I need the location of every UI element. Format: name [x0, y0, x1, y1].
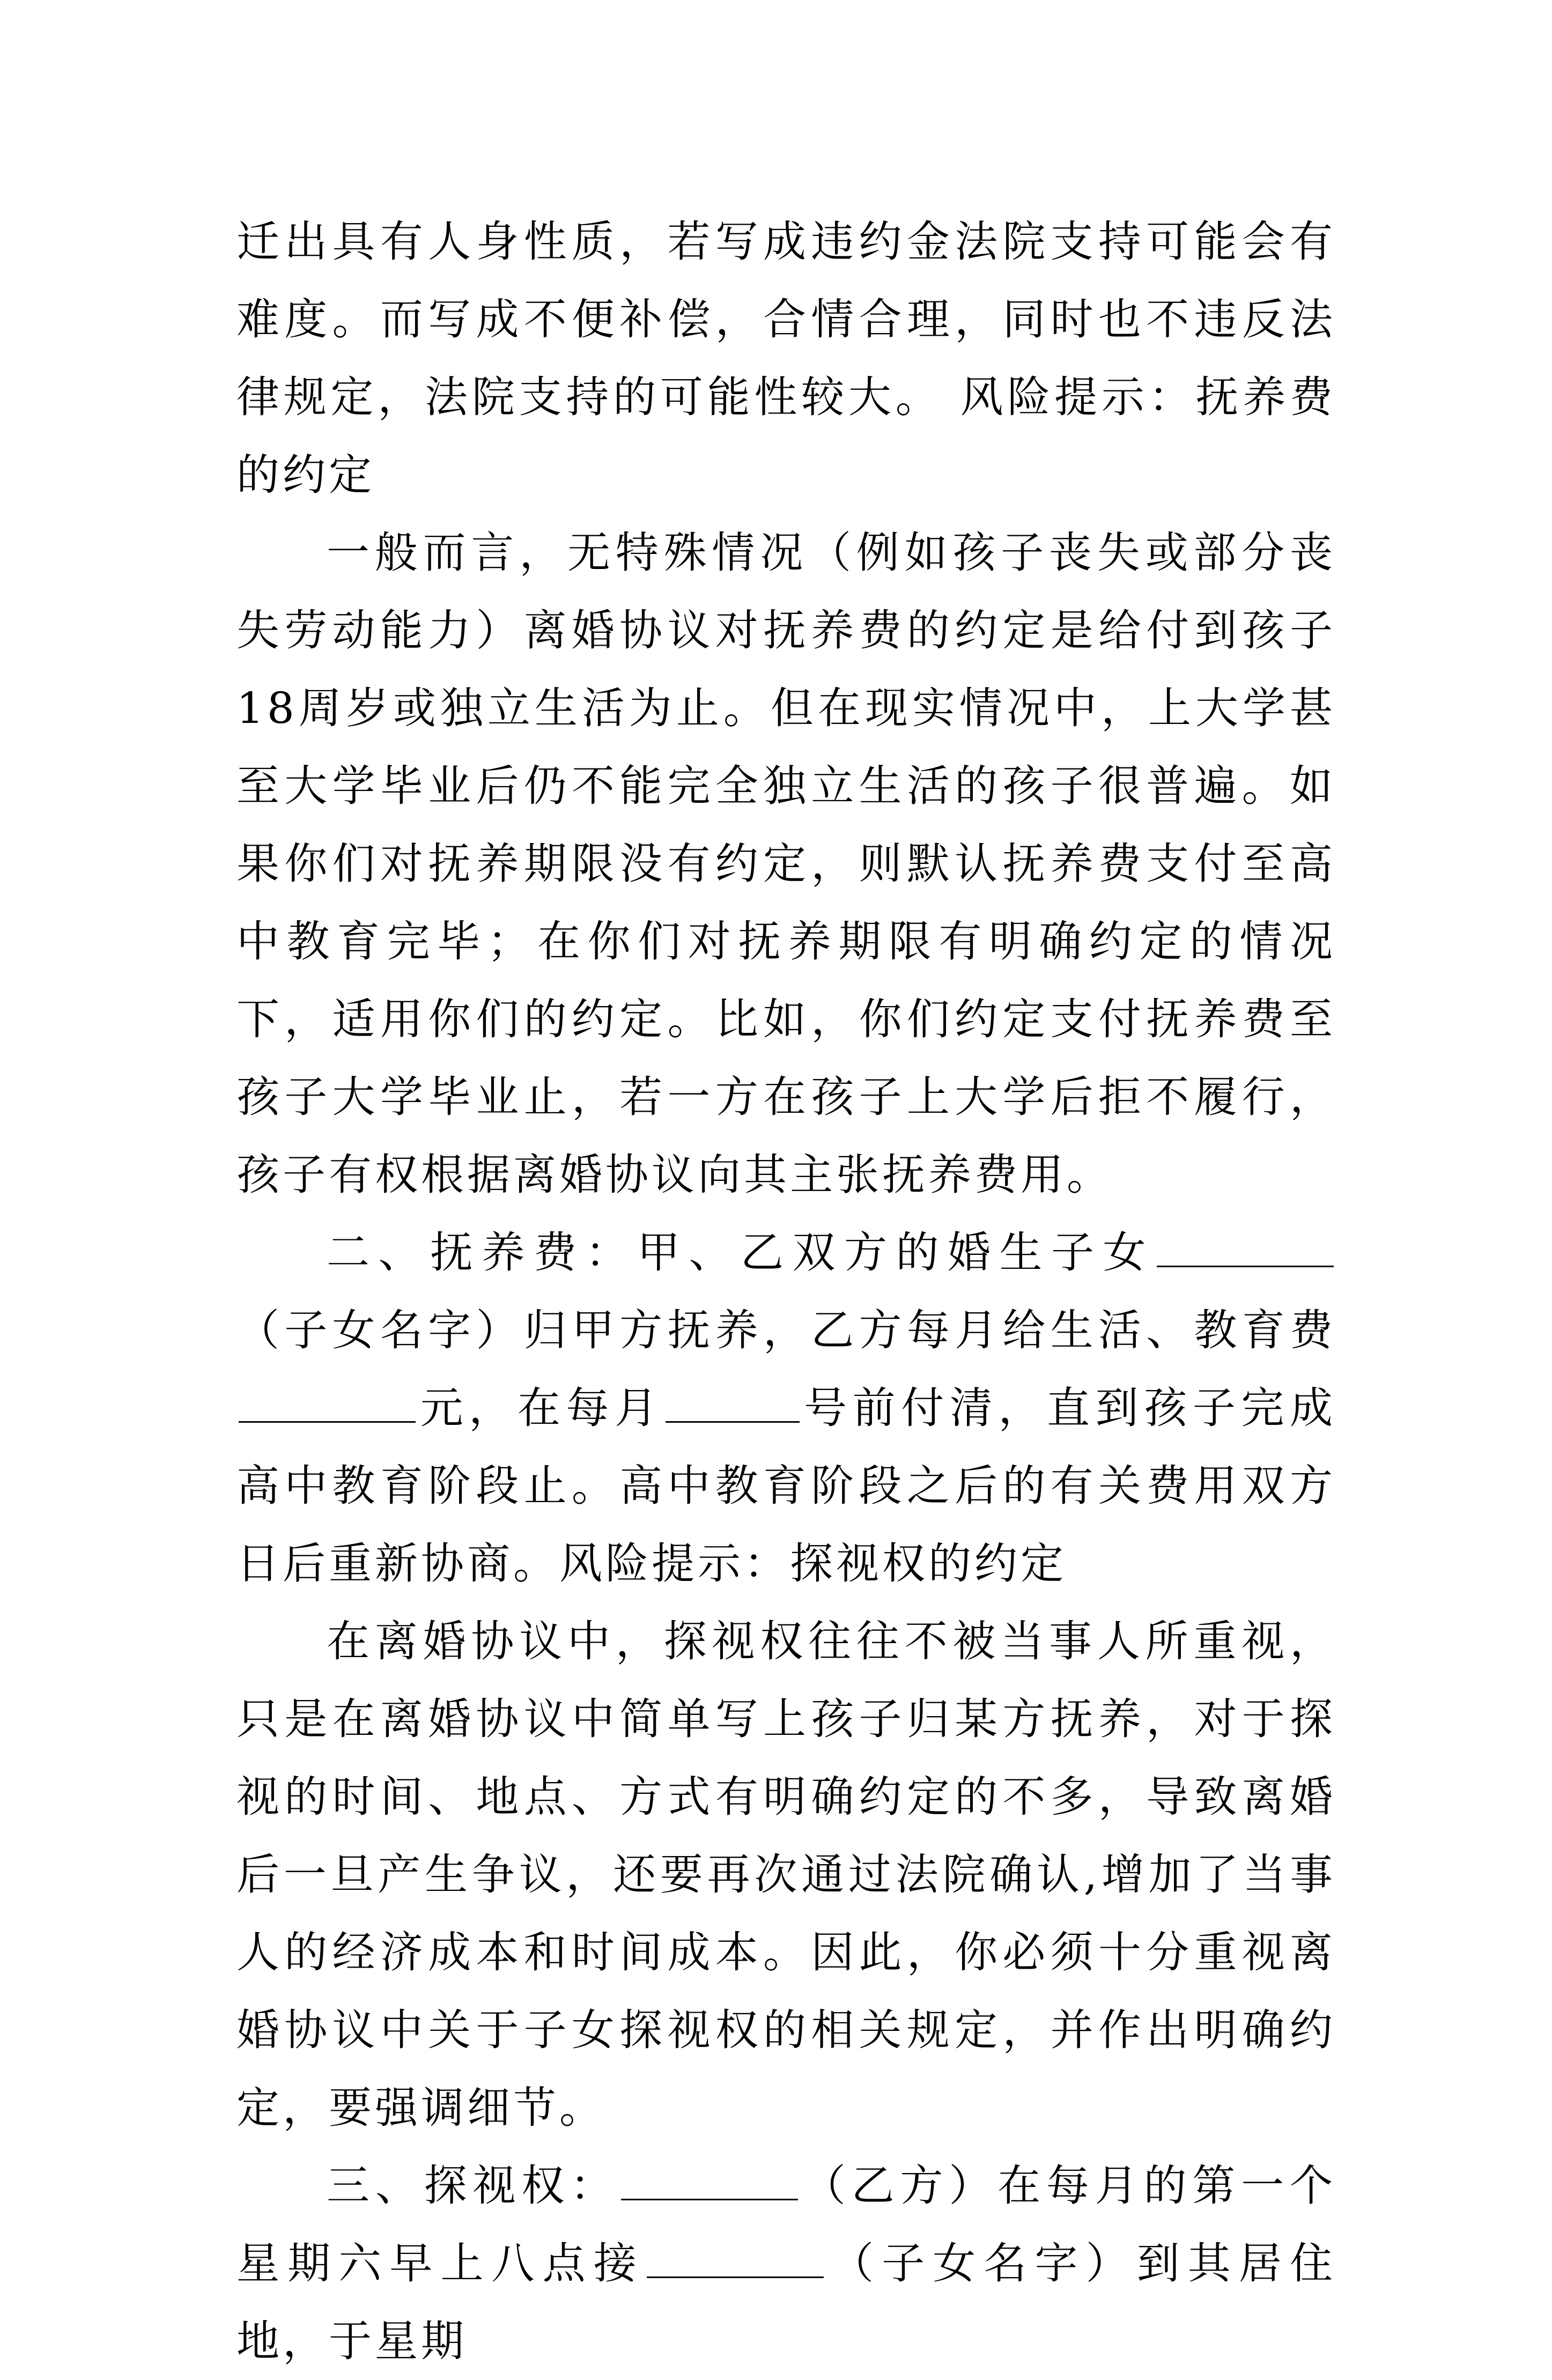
paragraph-clause-support-fee: [237, 1214, 1336, 1602]
paragraph-support-fee-explanation: 一般而言，无特殊情况（例如孩子丧失或部分丧失劳动能力）离婚协议对抚养费的约定是给付到孩子18周岁或独立生活为止。但在现实情况中，上大学甚至大学毕业后仍不能完全独立生活的孩子很普遍。如果你们对抚养期限没有约定，则默认抚养费支付至高中教育完毕；在你们对抚养期限有明确约定的情况下，适用你们的约定。比如，你们约定支付抚养费至孩子大学毕业止，若一方在孩子上大学后拒不履行，孩子有权根据离婚协议向其主张抚养费用。: [237, 528, 1336, 1200]
paragraph-compensation-note: 迁出具有人身性质，若写成违约金法院支持可能会有难度。而写成不便补偿，合情合理，同时也不违反法律规定，法院支持的可能性较大。 风险提示：抚养费的约定: [237, 217, 1336, 500]
clause-text: （子女名字）归甲方抚养，乙方每月给生活、教育费: [237, 1305, 1336, 1355]
blank-child-name: [1157, 1216, 1334, 1267]
document-body: [237, 203, 1336, 2380]
paragraph-visitation-explanation: 在离婚协议中，探视权往往不被当事人所重视，只是在离婚协议中简单写上孩子归某方抚养，对于探视的时间、地点、方式有明确约定的不多，导致离婚后一旦产生争议，还要再次通过法院确认,增加了当事人的经济成本和时间成本。因此，你必须十分重视离婚协议中关于子女探视权的相关规定，并作出明确约定，要强调细节。: [237, 1616, 1336, 2133]
clause-text: 三、探视权：: [327, 2161, 619, 2211]
blank-payment-day: [666, 1372, 800, 1423]
clause-text: 二、抚养费：甲、乙双方的婚生子女: [327, 1228, 1155, 1277]
clause-text: 号前付清，直到孩子完成高中教育阶段止。高中教育阶段之后的有关费用双方日后重新协商。风险提示：探视权的约定: [237, 1383, 1336, 1588]
blank-monthly-amount: [239, 1372, 416, 1423]
clause-text: （子女名字）到其居住地，于星期: [237, 2238, 1336, 2366]
blank-child-name: [647, 2227, 824, 2278]
clause-text: 元，在每月: [418, 1383, 663, 1433]
blank-party-b-name: [621, 2149, 798, 2200]
clause-text: （乙方）在每月的第一个星期六早上八点接: [237, 2161, 1336, 2288]
paragraph-clause-visitation: [237, 2147, 1336, 2380]
